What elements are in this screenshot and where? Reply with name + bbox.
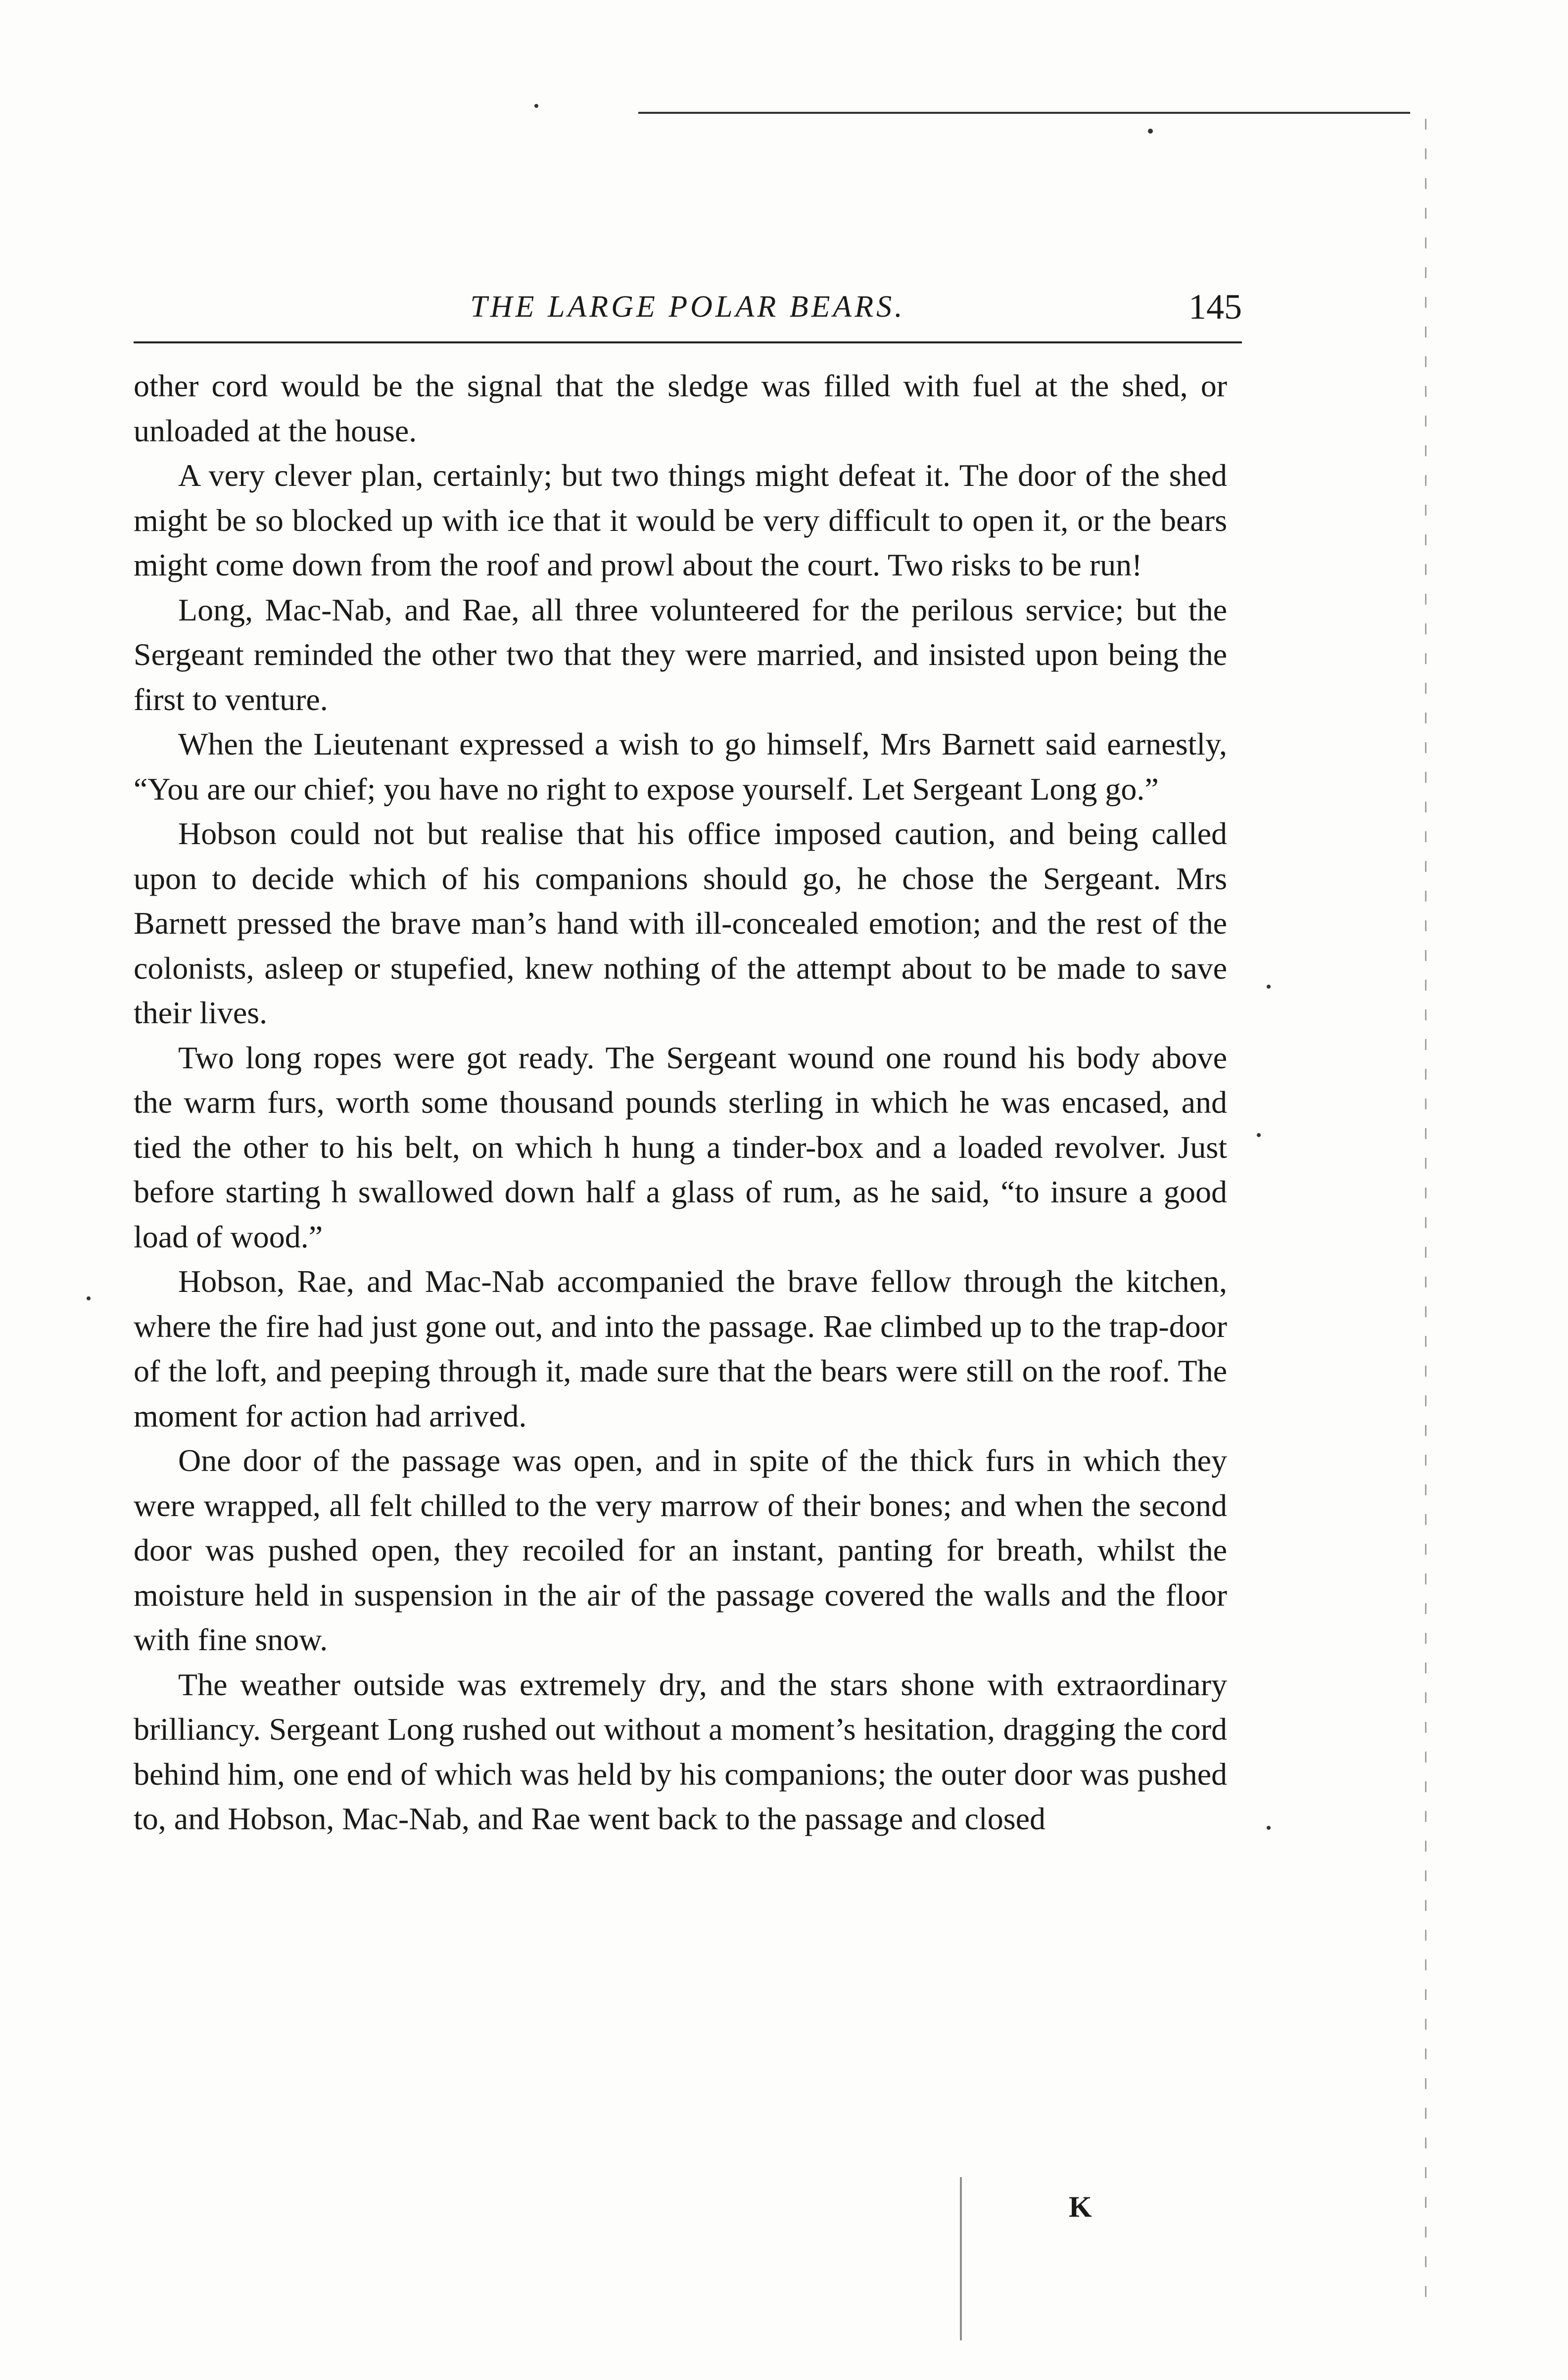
scan-speck — [87, 1296, 91, 1300]
scan-edge-mark — [638, 112, 1410, 114]
paragraph: Long, Mac-Nab, and Rae, all three volunteered for the perilous service; but the Sergeant reminded the other two that they were married, and insisted upon being the first to venture. — [134, 592, 1227, 717]
scan-speck — [534, 104, 538, 108]
scan-edge-mark — [960, 2177, 962, 2340]
scan-speck — [1257, 1133, 1261, 1137]
paragraph: The weather outside was extremely dry, and the stars shone with extraordinary brilliancy. Sergeant Long rushed out without a moment’s hesitation, dragging the cord behind him, one end of which was held by his companions; the outer door was pushed to, and Hobson, Mac-Nab, and Rae went back to the passage and closed — [134, 1666, 1227, 1836]
paragraph: other cord would be the signal that the sledge was filled with fuel at the shed, or unloaded at the house. — [134, 368, 1227, 448]
scan-speck — [1148, 129, 1153, 134]
paragraph: A very clever plan, certainly; but two things might defeat it. The door of the shed might be so blocked up with ice that it would be very difficult to open it, or the bears might come down from the roof and prowl about the court. Two risks to be run! — [134, 458, 1227, 582]
paragraph: When the Lieutenant expressed a wish to go himself, Mrs Barnett said earnestly, “You are our chief; you have no right to expose yourself. Let Sergeant Long go.” — [134, 726, 1227, 807]
header-rule — [134, 341, 1242, 343]
paragraph: Hobson, Rae, and Mac-Nab accompanied the brave fellow through the kitchen, where the fire had just gone out, and into the passage. Rae climbed up to the trap-door of the loft, and peeping through it, made sure that the bears were still on the roof. The moment for action had arrived. — [134, 1264, 1227, 1433]
page-number: 145 — [1188, 287, 1242, 327]
paragraph: Hobson could not but realise that his office imposed caution, and being called upon to decide which of his companions should go, he chose the Sergeant. Mrs Barnett pressed the brave man’s hand with ill-concealed emotion; and the rest of the colonists, asleep or stupefied, knew nothing of the attempt about to be made to save their lives. — [134, 816, 1227, 1030]
page-header — [134, 277, 1242, 336]
scan-speck — [1267, 1826, 1271, 1830]
scan-edge-mark — [1425, 119, 1426, 2306]
scan-speck — [1267, 985, 1271, 989]
paragraph: One door of the passage was open, and in spite of the thick furs in which they were wrapped, all felt chilled to the very marrow of their bones; and when the second door was pushed open, they recoiled for an instant, panting for breath, whilst the moisture held in suspension in the air of the passage covered the walls and the floor with fine snow. — [134, 1443, 1227, 1657]
signature-mark: K — [1069, 2190, 1092, 2223]
body-text — [134, 364, 1227, 1842]
paragraph: Two long ropes were got ready. The Sergeant wound one round his body above the warm furs, worth some thousand pounds sterling in which he was encased, and tied the other to his belt, on which h hung a tinder-box and a loaded revolver. Just before starting h swallowed down half a glass of rum, as he said, “to insure a good load of wood.” — [134, 1040, 1227, 1254]
running-title: THE LARGE POLAR BEARS. — [470, 290, 905, 324]
